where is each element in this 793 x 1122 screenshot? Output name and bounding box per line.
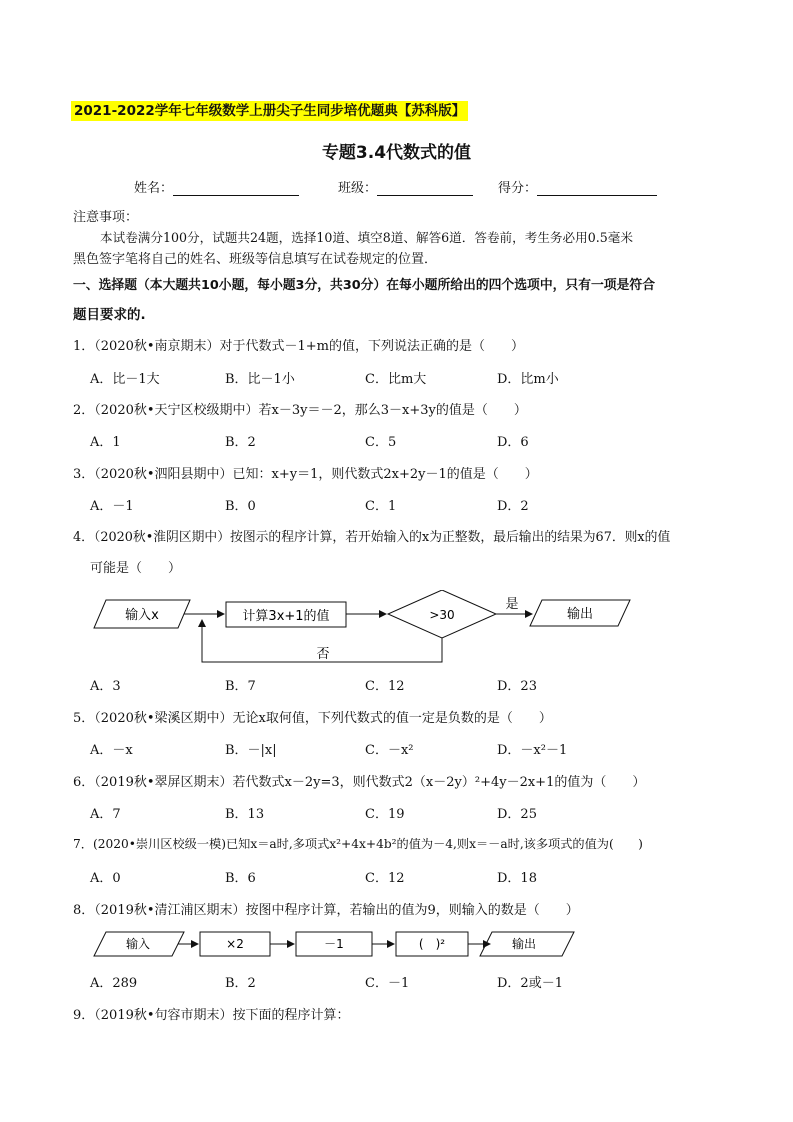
notes-heading: 注意事项：	[73, 210, 139, 225]
q6-option-b[interactable]: B．13	[225, 807, 265, 822]
q5-option-d[interactable]: D．－x²－1	[497, 743, 568, 758]
q2-option-a[interactable]: A．1	[90, 435, 121, 450]
score-field	[498, 177, 657, 196]
class-blank[interactable]	[377, 181, 473, 196]
question-2-stem: 2．（2020秋•天宁区校级期中）若x－3y＝－2，那么3－x+3y的值是（ ）	[73, 403, 527, 418]
q8-output-label: 输出	[511, 937, 537, 951]
q6-option-d[interactable]: D．25	[497, 807, 537, 822]
q4-option-c[interactable]: C．12	[365, 679, 405, 694]
q8-option-d[interactable]: D．2或－1	[497, 976, 563, 991]
flowchart-q8	[0, 928, 793, 960]
q5-option-a[interactable]: A．－x	[90, 743, 133, 758]
question-6-stem: 6．（2019秋•翠屏区期末）若代数式x－2y=3，则代数式2（x－2y）²+4y－2x+1的值为（ ）	[73, 775, 646, 790]
q8-step3-label: ( )²	[418, 937, 446, 951]
q3-option-b[interactable]: B．0	[225, 499, 256, 514]
q4-option-a[interactable]: A．3	[90, 679, 121, 694]
q4-option-d[interactable]: D．23	[497, 679, 537, 694]
question-4-stem: 4．（2020秋•淮阴区期中）按图示的程序计算，若开始输入的x为正整数，最后输出的结果为67．则x的值	[73, 530, 671, 545]
q2-option-c[interactable]: C．5	[365, 435, 397, 450]
q6-option-a[interactable]: A．7	[90, 807, 121, 822]
banner: 2021-2022学年七年级数学上册尖子生同步培优题典【苏科版】	[71, 101, 468, 121]
question-5-stem: 5．（2020秋•梁溪区期中）无论x取何值，下列代数式的值一定是负数的是（ ）	[73, 711, 552, 726]
question-1-stem: 1．（2020秋•南京期末）对于代数式－1+m的值，下列说法正确的是（ ）	[73, 339, 525, 354]
q8-input-label: 输入	[125, 937, 151, 951]
q4-output-label: 输出	[566, 607, 594, 622]
q1-option-b[interactable]: B．比－1小	[225, 372, 295, 387]
q6-option-c[interactable]: C．19	[365, 807, 405, 822]
q3-option-c[interactable]: C．1	[365, 499, 397, 514]
q4-option-b[interactable]: B．7	[225, 679, 256, 694]
question-7-stem: 7．(2020•崇川区校级一模)已知x＝a时,多项式x²+4x+4b²的值为－4,则x＝－a时,该多项式的值为( )	[73, 837, 643, 851]
q1-option-d[interactable]: D．比m小	[497, 372, 559, 387]
q4-no-label: 否	[316, 647, 330, 662]
q8-option-c[interactable]: C．－1	[365, 976, 410, 991]
flowchart-q4	[0, 590, 793, 670]
q3-option-a[interactable]: A．－1	[90, 499, 134, 514]
q4-input-label: 输入x	[125, 608, 159, 623]
question-4-stem-cont: 可能是（ ）	[90, 561, 182, 576]
q4-condition-label: >30	[429, 608, 455, 622]
section-1-line-2: 题目要求的.	[73, 307, 146, 323]
q7-option-a[interactable]: A．0	[90, 871, 121, 886]
name-blank[interactable]	[173, 181, 299, 196]
q2-option-b[interactable]: B．2	[225, 435, 256, 450]
name-field	[134, 177, 299, 196]
q8-step1-label: ×2	[226, 937, 244, 951]
q8-option-b[interactable]: B．2	[225, 976, 256, 991]
q4-yes-label: 是	[505, 597, 519, 612]
question-9-stem: 9．（2019秋•句容市期末）按下面的程序计算：	[73, 1008, 350, 1023]
notes-line-1: 本试卷满分100分，试题共24题，选择10道、填空8道、解答6道．答卷前，考生务必用0.5毫米	[100, 230, 633, 245]
score-blank[interactable]	[537, 181, 657, 196]
q7-option-c[interactable]: C．12	[365, 871, 405, 886]
q5-option-c[interactable]: C．－x²	[365, 743, 414, 758]
section-1-line-1: 一、选择题（本大题共10小题，每小题3分，共30分）在每小题所给出的四个选项中，只有一项是符合	[73, 278, 655, 293]
page-title: 专题3.4代数式的值	[321, 143, 472, 163]
q3-option-d[interactable]: D．2	[497, 499, 529, 514]
q5-option-b[interactable]: B．－|x|	[225, 743, 277, 758]
q1-option-a[interactable]: A．比－1大	[90, 372, 160, 387]
question-8-stem: 8．（2019秋•清江浦区期末）按图中程序计算，若输出的值为9，则输入的数是（ ）	[73, 903, 579, 918]
q7-option-b[interactable]: B．6	[225, 871, 256, 886]
q7-option-d[interactable]: D．18	[497, 871, 537, 886]
class-field	[338, 177, 473, 196]
name-label: 姓名：	[134, 181, 174, 196]
question-3-stem: 3．（2020秋•泗阳县期中）已知：x+y＝1，则代数式2x+2y－1的值是（ ）	[73, 467, 538, 482]
score-label: 得分：	[498, 181, 538, 196]
q2-option-d[interactable]: D．6	[497, 435, 529, 450]
q8-step2-label: －1	[324, 937, 344, 951]
q8-option-a[interactable]: A．289	[90, 976, 138, 991]
class-label: 班级：	[338, 181, 378, 196]
q4-calc-label: 计算3x+1的值	[242, 609, 330, 624]
q1-option-c[interactable]: C．比m大	[365, 372, 427, 387]
notes-line-2: 黑色签字笔将自己的姓名、班级等信息填写在试卷规定的位置．	[73, 252, 438, 267]
